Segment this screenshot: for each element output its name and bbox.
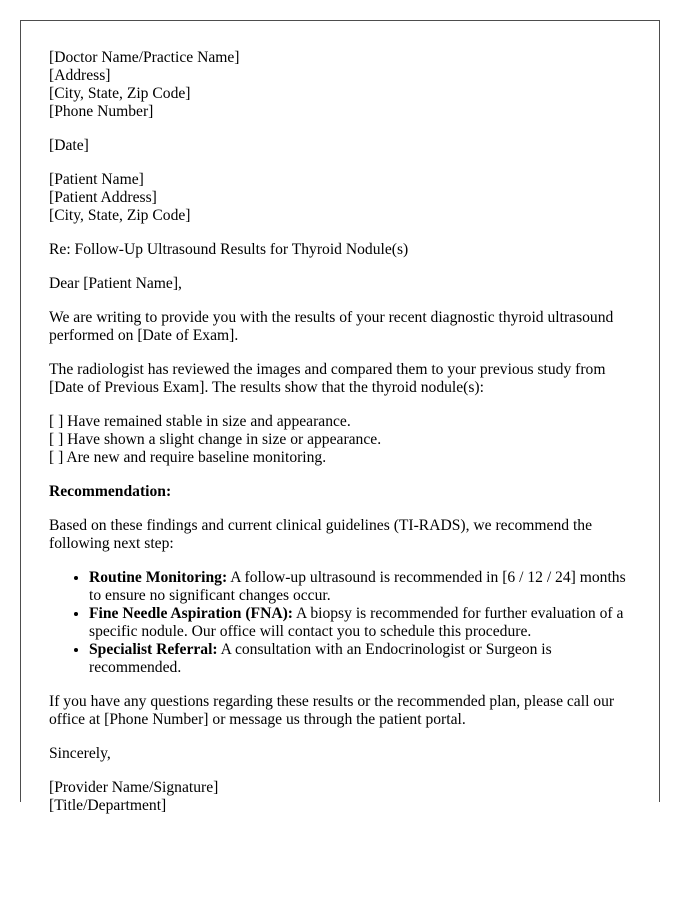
signature-block — [49, 779, 639, 815]
recommendation-item-specialist-referral — [89, 641, 639, 677]
recommendation-heading — [49, 483, 639, 501]
recommendation-text: A consultation with an Endocrinologist or Surgeon is recommended. — [89, 641, 552, 676]
recommendation-heading-text: Recommendation: — [49, 483, 172, 500]
letter-body — [49, 49, 639, 831]
sender-address: [Address] — [49, 67, 111, 84]
recommendation-text: A follow-up ultrasound is recommended in [6 / 12 / 24] months to ensure no significant changes occur. — [89, 569, 626, 604]
signoff: Sincerely, — [49, 745, 111, 762]
recommendation-label: Fine Needle Aspiration (FNA): — [89, 605, 293, 622]
closing-paragraph: If you have any questions regarding these results or the recommended plan, please call our office at [Phone Number] or message us through the patient portal. — [49, 693, 615, 728]
intro-paragraph: We are writing to provide you with the results of your recent diagnostic thyroid ultrasound performed on [Date of Exam]. — [49, 309, 614, 344]
recipient-name: [Patient Name] — [49, 171, 144, 188]
recommendation-label: Specialist Referral: — [89, 641, 218, 658]
checklist-item: [ ] Have shown a slight change in size or appearance. — [49, 431, 382, 448]
recipient-address: [Patient Address] — [49, 189, 157, 206]
salutation: Dear [Patient Name], — [49, 275, 182, 292]
signature-title: [Title/Department] — [49, 797, 167, 814]
recipient-city-state-zip: [City, State, Zip Code] — [49, 207, 191, 224]
recommendation-item-fna — [89, 605, 639, 641]
sender-name: [Doctor Name/Practice Name] — [49, 49, 240, 66]
checklist-item: [ ] Have remained stable in size and appearance. — [49, 413, 351, 430]
recommendation-label: Routine Monitoring: — [89, 569, 228, 586]
letter-date: [Date] — [49, 137, 89, 154]
review-paragraph: The radiologist has reviewed the images and compared them to your previous study from [Date of Previous Exam]. The results show that the thyroid nodule(s): — [49, 361, 606, 396]
sender-city-state-zip: [City, State, Zip Code] — [49, 85, 191, 102]
letter-page — [20, 20, 660, 814]
recipient-address-block — [49, 171, 639, 225]
checklist-item: [ ] Are new and require baseline monitoring. — [49, 449, 327, 466]
results-checklist — [49, 413, 639, 467]
recommendation-text: A biopsy is recommended for further evaluation of a specific nodule. Our office will contact you to schedule this procedure. — [89, 605, 624, 640]
subject-line: Re: Follow-Up Ultrasound Results for Thyroid Nodule(s) — [49, 241, 409, 258]
signature-name: [Provider Name/Signature] — [49, 779, 219, 796]
sender-phone: [Phone Number] — [49, 103, 154, 120]
recommendation-list — [49, 569, 639, 677]
sender-address-block — [49, 49, 639, 121]
recommendation-item-routine-monitoring — [89, 569, 639, 605]
recommendation-intro: Based on these findings and current clinical guidelines (TI-RADS), we recommend the following next step: — [49, 517, 593, 552]
